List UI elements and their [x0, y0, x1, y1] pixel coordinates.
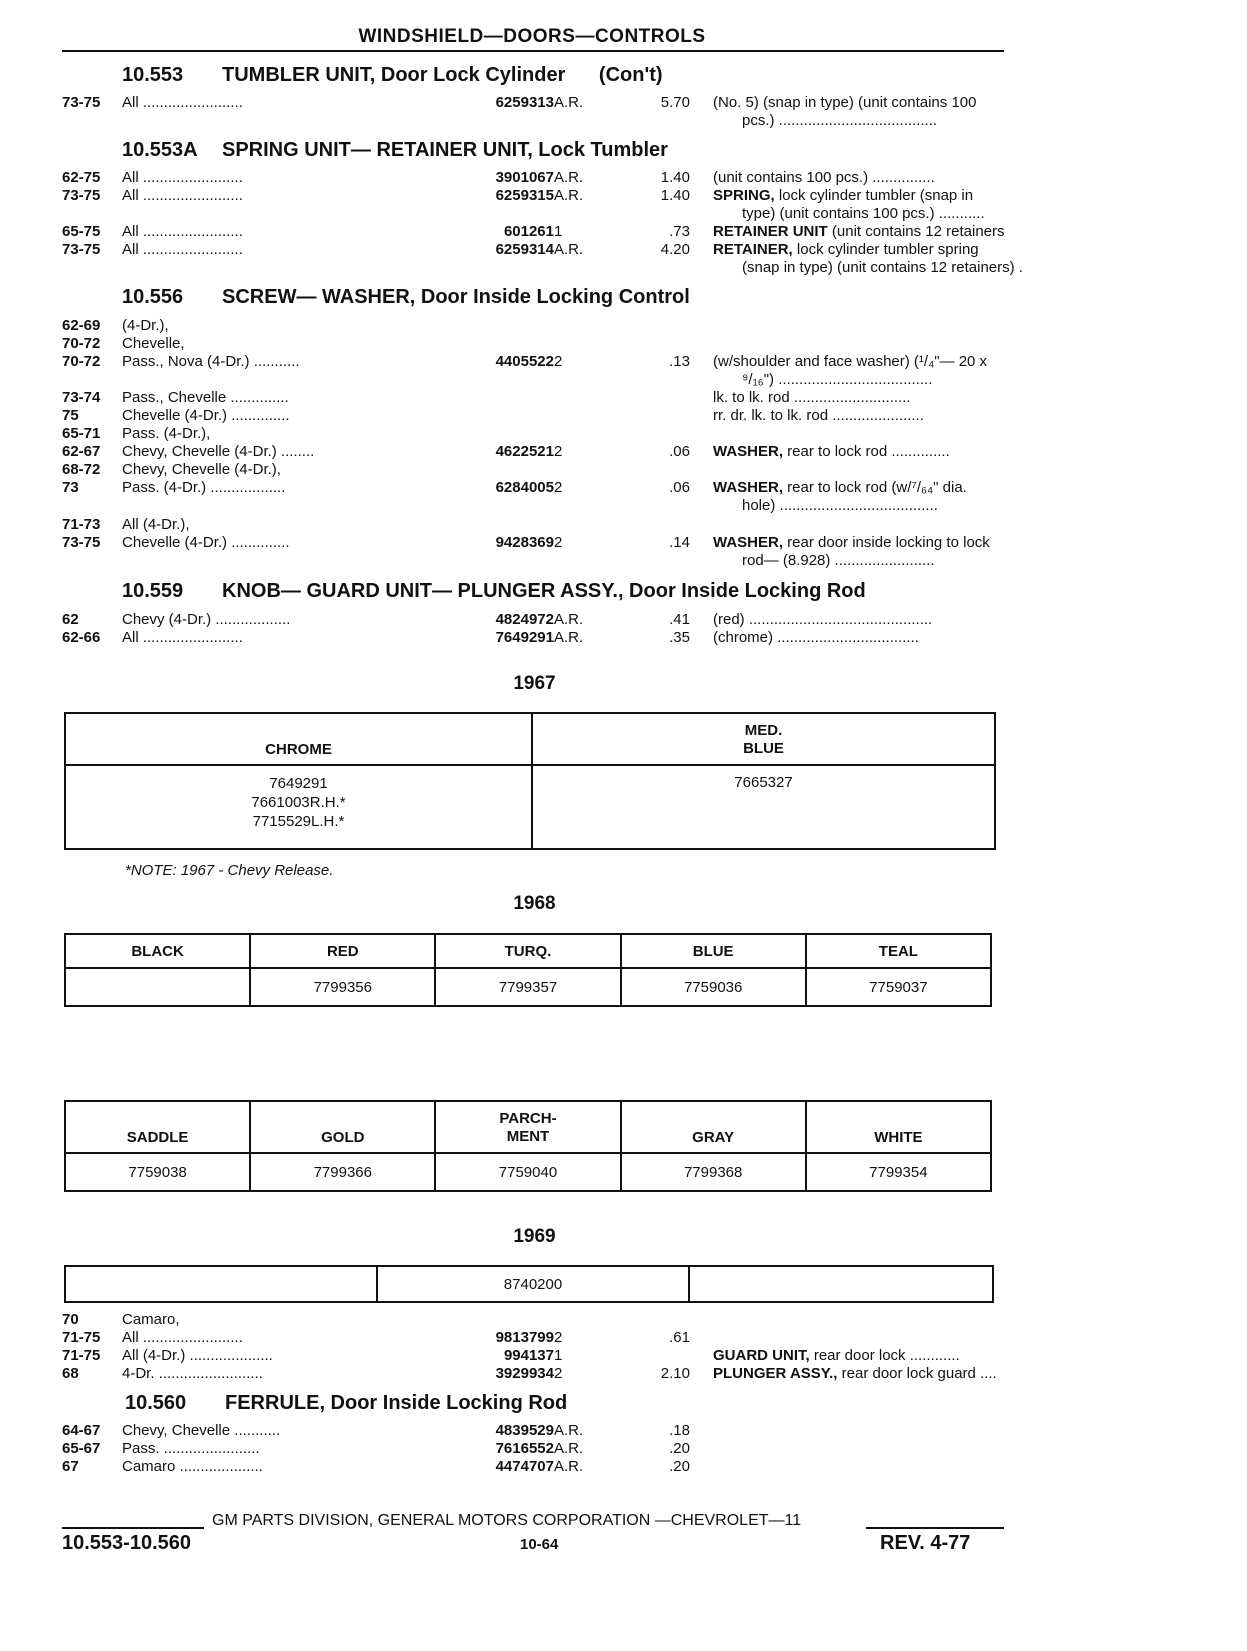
table-header: RED	[250, 934, 435, 968]
part-number: 601261	[503, 223, 554, 240]
description	[713, 168, 1068, 187]
list-item	[62, 93, 1007, 112]
list-item	[62, 1328, 1007, 1347]
table-header: GOLD	[250, 1101, 435, 1153]
color-table-1967	[64, 712, 996, 850]
application: Camaro ....................	[122, 1458, 263, 1475]
table-cell	[65, 1266, 377, 1302]
description-text: lk. to lk. rod ............................	[713, 389, 911, 406]
list-item	[62, 111, 1007, 130]
year-range: 65-75	[62, 223, 101, 240]
quantity: A.R.	[554, 187, 584, 204]
application: All ........................	[122, 1329, 243, 1346]
quantity: A.R.	[554, 241, 584, 258]
footer-rule-right	[866, 1527, 1004, 1529]
description	[713, 388, 1068, 407]
footer-section-range: 10.553-10.560	[62, 1532, 192, 1554]
application: Chevy, Chevelle (4-Dr.) ........	[122, 443, 315, 460]
table-header: TURQ.	[435, 934, 620, 968]
application: All ........................	[122, 187, 243, 204]
list-item	[62, 258, 1023, 277]
year-range: 73-74	[62, 389, 101, 406]
price: 1.40	[660, 169, 690, 186]
year-range: 68	[62, 1365, 79, 1382]
description	[713, 478, 1068, 497]
list-item	[62, 478, 1007, 497]
price: .35	[669, 629, 690, 646]
table-cell	[65, 968, 250, 1006]
table-header: SADDLE	[65, 1101, 250, 1153]
year-range: 62-69	[62, 317, 101, 334]
description-text: (chrome) ..................................	[713, 629, 919, 646]
list-item	[62, 460, 1007, 479]
table-cell: 7759040	[435, 1153, 620, 1191]
footer-page-number: 10-64	[520, 1536, 559, 1553]
part-number: 9813799	[495, 1329, 554, 1346]
description-text: (unit contains 100 pcs.) ...............	[713, 169, 935, 186]
part-number: 3929934	[495, 1365, 554, 1382]
list-item	[62, 496, 1007, 515]
table-header: PARCH- MENT	[435, 1101, 620, 1153]
description-text: type) (unit contains 100 pcs.) ...........	[742, 205, 985, 222]
table-cell-chrome: 7649291 7661003R.H.* 7715529L.H.*	[65, 765, 532, 849]
section-title-10-553a: 10.553A SPRING UNIT— RETAINER UNIT, Lock Tumbler	[122, 139, 668, 161]
year-heading-1968: 1968	[513, 893, 556, 914]
list-item	[62, 240, 1007, 259]
description-keyword: RETAINER UNIT	[713, 223, 828, 240]
description-keyword: RETAINER,	[713, 241, 793, 258]
description-text: lock cylinder tumbler (snap in	[774, 187, 974, 204]
list-item	[62, 1364, 1007, 1383]
year-range: 71-73	[62, 516, 101, 533]
price: .18	[669, 1422, 690, 1439]
description-text: lock cylinder tumbler spring	[792, 241, 979, 258]
quantity: 2	[554, 479, 563, 496]
table-header: WHITE	[806, 1101, 991, 1153]
description	[742, 370, 1097, 389]
table-header-chrome: CHROME	[65, 713, 532, 765]
header-rule	[62, 50, 1004, 52]
year-range: 62	[62, 611, 79, 628]
quantity: 2	[554, 353, 563, 370]
description	[713, 406, 1068, 425]
description	[742, 496, 1097, 515]
quantity: 1	[554, 1347, 563, 1364]
application: All ........................	[122, 241, 243, 258]
year-range: 71-75	[62, 1329, 101, 1346]
page-header: WINDSHIELD—DOORS—CONTROLS	[358, 26, 706, 47]
description-text: rod— (8.928) ........................	[742, 552, 935, 569]
list-item	[62, 168, 1007, 187]
application: Chevelle (4-Dr.) ..............	[122, 534, 290, 551]
part-number: 3901067	[495, 169, 554, 186]
quantity: A.R.	[554, 94, 584, 111]
description	[713, 240, 1068, 259]
list-item	[62, 186, 1007, 205]
application: All ........................	[122, 169, 243, 186]
description-text: (snap in type) (unit contains 12 retainers) .	[742, 259, 1023, 276]
price: .73	[669, 223, 690, 240]
table-header: BLACK	[65, 934, 250, 968]
description	[713, 186, 1068, 205]
description-text: (No. 5) (snap in type) (unit contains 100	[713, 94, 977, 111]
price: .20	[669, 1458, 690, 1475]
description-text: rear door lock guard ....	[837, 1365, 997, 1382]
year-range: 70-72	[62, 335, 101, 352]
application: Pass., Chevelle ..............	[122, 389, 289, 406]
description	[713, 442, 1068, 461]
application: All (4-Dr.) ....................	[122, 1347, 273, 1364]
list-item	[62, 204, 1007, 223]
list-item	[62, 1346, 1007, 1365]
year-range: 73-75	[62, 241, 101, 258]
year-range: 62-67	[62, 443, 101, 460]
description-text: (w/shoulder and face washer) (¹/₄"— 20 x	[713, 353, 988, 370]
table-cell: 7799356	[250, 968, 435, 1006]
application: Chevy, Chevelle (4-Dr.),	[122, 461, 281, 478]
description-text: hole) ......................................	[742, 497, 938, 514]
description-keyword: WASHER,	[713, 443, 784, 460]
description-text: rear door inside locking to lock	[783, 534, 990, 551]
year-heading-1969: 1969	[513, 1226, 556, 1247]
section-title-10-553: 10.553 TUMBLER UNIT, Door Lock Cylinder (Con't)	[122, 64, 663, 86]
part-number: 994137	[503, 1347, 554, 1364]
part-number: 7616552	[495, 1440, 554, 1457]
quantity: A.R.	[554, 169, 584, 186]
part-number: 4839529	[495, 1422, 554, 1439]
quantity: 2	[554, 534, 563, 551]
description-keyword: PLUNGER ASSY.,	[713, 1365, 838, 1382]
description-text: rear door lock ............	[809, 1347, 960, 1364]
list-item	[62, 515, 1007, 534]
quantity: 2	[554, 443, 563, 460]
price: .14	[669, 534, 690, 551]
section-title-10-556: 10.556 SCREW— WASHER, Door Inside Locking Control	[122, 286, 690, 308]
description-text: rear to lock rod (w/⁷/₆₄" dia.	[783, 479, 967, 496]
table-cell: 7759037	[806, 968, 991, 1006]
table-cell: 7799354	[806, 1153, 991, 1191]
application: Pass. (4-Dr.) ..................	[122, 479, 286, 496]
quantity: A.R.	[554, 1440, 584, 1457]
table-cell	[689, 1266, 993, 1302]
list-item	[62, 1421, 1007, 1440]
description	[742, 204, 1097, 223]
application: Chevy (4-Dr.) ..................	[122, 611, 291, 628]
description-text: ⁹/₁₆") .....................................	[742, 371, 933, 388]
description-text: (red) ............................................	[713, 611, 933, 628]
table-cell: 8740200	[377, 1266, 689, 1302]
year-heading-1967: 1967	[513, 673, 556, 694]
note-text: *NOTE: 1967 - Chevy Release.	[125, 862, 334, 879]
quantity: 1	[554, 223, 563, 240]
application: Pass. .......................	[122, 1440, 260, 1457]
list-item	[62, 1310, 1007, 1329]
price: .20	[669, 1440, 690, 1457]
description	[742, 551, 1097, 570]
footer-revision: REV. 4-77	[880, 1532, 971, 1554]
table-cell: 7799366	[250, 1153, 435, 1191]
part-number: 6284005	[495, 479, 554, 496]
part-number: 4824972	[495, 611, 554, 628]
year-range: 70	[62, 1311, 79, 1328]
description-keyword: WASHER,	[713, 534, 784, 551]
year-range: 65-67	[62, 1440, 101, 1457]
application: Chevy, Chevelle ...........	[122, 1422, 281, 1439]
description	[713, 1346, 1068, 1365]
year-range: 73-75	[62, 187, 101, 204]
list-item	[62, 388, 1007, 407]
year-range: 71-75	[62, 1347, 101, 1364]
year-range: 62-75	[62, 169, 101, 186]
application: All ........................	[122, 223, 243, 240]
application: 4-Dr. .........................	[122, 1365, 263, 1382]
list-item	[62, 424, 1007, 443]
application: All ........................	[122, 629, 243, 646]
color-table-1968-a	[64, 933, 992, 1007]
description	[742, 111, 1097, 130]
list-item	[62, 1439, 1007, 1458]
table-cell: 7759036	[621, 968, 806, 1006]
section-title-10-559: 10.559 KNOB— GUARD UNIT— PLUNGER ASSY., Door Inside Locking Rod	[122, 580, 866, 602]
price: 4.20	[660, 241, 690, 258]
description-keyword: SPRING,	[713, 187, 775, 204]
price: 2.10	[660, 1365, 690, 1382]
application: Chevelle,	[122, 335, 185, 352]
description-keyword: GUARD UNIT,	[713, 1347, 810, 1364]
table-cell: 7759038	[65, 1153, 250, 1191]
price: .06	[669, 479, 690, 496]
table-header: BLUE	[621, 934, 806, 968]
list-item	[62, 551, 1007, 570]
year-range: 70-72	[62, 353, 101, 370]
quantity: 2	[554, 1329, 563, 1346]
price: .13	[669, 353, 690, 370]
year-range: 62-66	[62, 629, 101, 646]
description	[742, 258, 1097, 277]
list-item	[62, 316, 1007, 335]
table-header: TEAL	[806, 934, 991, 968]
part-number: 4622521	[495, 443, 554, 460]
part-number: 6259313	[495, 94, 554, 111]
description-text: (unit contains 12 retainers	[827, 223, 1005, 240]
price: .41	[669, 611, 690, 628]
description-keyword: WASHER,	[713, 479, 784, 496]
price: .61	[669, 1329, 690, 1346]
footer-rule-left	[62, 1527, 204, 1529]
quantity: 2	[554, 1365, 563, 1382]
application: Pass., Nova (4-Dr.) ...........	[122, 353, 300, 370]
description	[713, 610, 1068, 629]
description	[713, 93, 1068, 112]
table-cell: 7799357	[435, 968, 620, 1006]
year-range: 73	[62, 479, 79, 496]
description	[713, 628, 1068, 647]
description-text: pcs.) ......................................	[742, 112, 938, 129]
year-range: 75	[62, 407, 79, 424]
quantity: A.R.	[554, 611, 584, 628]
description-text: rear to lock rod ..............	[783, 443, 950, 460]
part-number: 7649291	[495, 629, 554, 646]
list-item	[62, 628, 1007, 647]
year-range: 73-75	[62, 94, 101, 111]
table-header: GRAY	[621, 1101, 806, 1153]
list-item	[62, 406, 1007, 425]
application: Camaro,	[122, 1311, 180, 1328]
color-table-1969	[64, 1265, 994, 1303]
price: 5.70	[660, 94, 690, 111]
list-item	[62, 610, 1007, 629]
description	[713, 1364, 1068, 1383]
list-item	[62, 370, 1007, 389]
description	[713, 533, 1068, 552]
year-range: 73-75	[62, 534, 101, 551]
part-number: 9428369	[495, 534, 554, 551]
table-header-med-blue: MED. BLUE	[532, 713, 995, 765]
table-cell: 7799368	[621, 1153, 806, 1191]
price: .06	[669, 443, 690, 460]
section-title-10-560: 10.560 FERRULE, Door Inside Locking Rod	[125, 1392, 568, 1414]
quantity: A.R.	[554, 1422, 584, 1439]
list-item	[62, 334, 1007, 353]
year-range: 68-72	[62, 461, 101, 478]
description	[713, 222, 1068, 241]
color-table-1968-b	[64, 1100, 992, 1192]
part-number: 6259315	[495, 187, 554, 204]
part-number: 6259314	[495, 241, 554, 258]
quantity: A.R.	[554, 1458, 584, 1475]
table-cell-med-blue: 7665327	[532, 765, 995, 849]
list-item	[62, 1457, 1007, 1476]
part-number: 4405522	[495, 353, 554, 370]
list-item	[62, 352, 1007, 371]
list-item	[62, 533, 1007, 552]
application: Chevelle (4-Dr.) ..............	[122, 407, 290, 424]
quantity: A.R.	[554, 629, 584, 646]
year-range: 67	[62, 1458, 79, 1475]
year-range: 64-67	[62, 1422, 101, 1439]
footer-publisher: GM PARTS DIVISION, GENERAL MOTORS CORPORATION —CHEVROLET—11	[212, 1512, 802, 1529]
description-text: rr. dr. lk. to lk. rod ......................	[713, 407, 924, 424]
part-number: 4474707	[495, 1458, 554, 1475]
description	[713, 352, 1068, 371]
year-range: 65-71	[62, 425, 101, 442]
application: All ........................	[122, 94, 243, 111]
application: Pass. (4-Dr.),	[122, 425, 211, 442]
application: (4-Dr.),	[122, 317, 169, 334]
list-item	[62, 442, 1007, 461]
list-item	[62, 222, 1007, 241]
application: All (4-Dr.),	[122, 516, 190, 533]
price: 1.40	[660, 187, 690, 204]
